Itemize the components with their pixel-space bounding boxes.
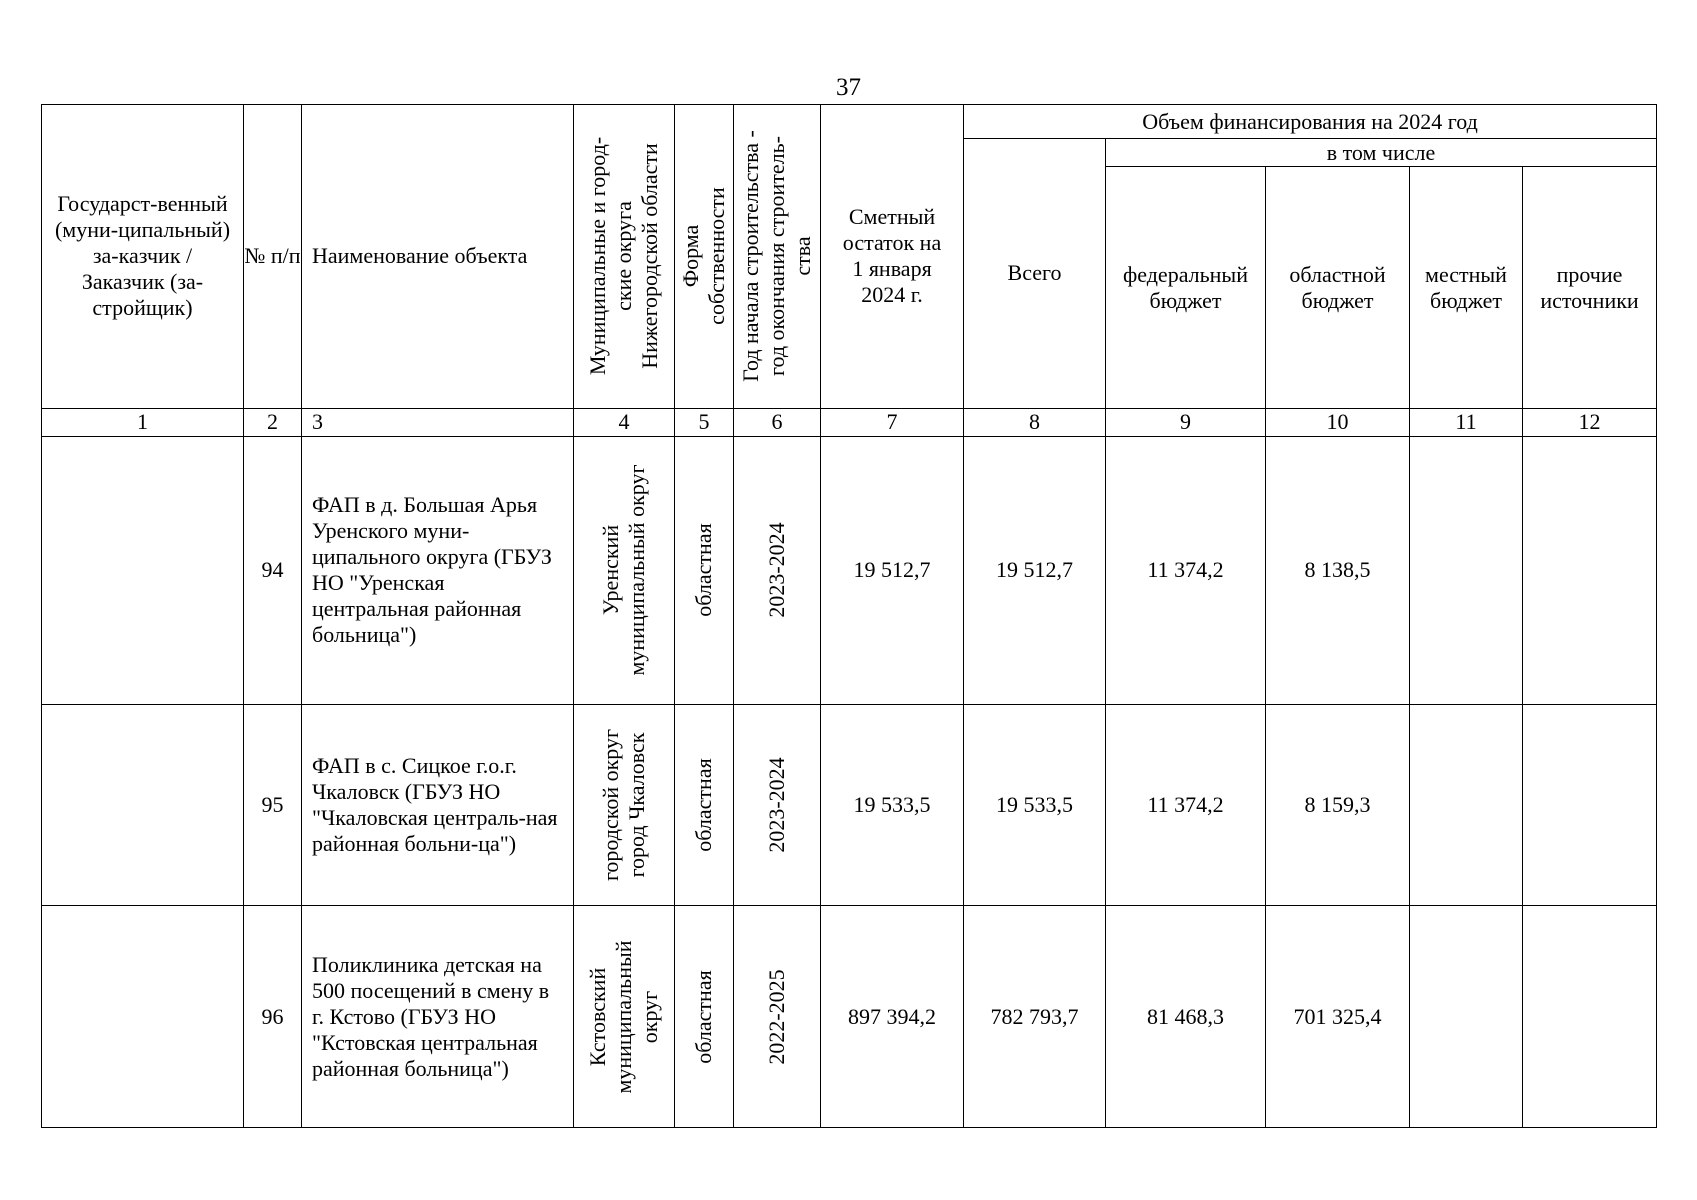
row-municipality (574, 906, 675, 1128)
row-total: 782 793,7 (964, 906, 1106, 1128)
row-municipality-text: Уренский муниципальный округ (598, 464, 649, 676)
row-estimate-balance: 19 512,7 (821, 436, 964, 704)
header-ownership (675, 105, 734, 409)
row-ownership-text: областная (691, 523, 716, 618)
row-municipality-text: Кстовский муниципальный округ (585, 940, 662, 1094)
row-ownership-text: областная (691, 969, 716, 1064)
header-estimate-balance (821, 105, 964, 409)
column-number: 11 (1410, 408, 1523, 436)
row-total: 19 512,7 (964, 436, 1106, 704)
header-local-text: местный бюджет (1425, 261, 1507, 313)
row-ownership (675, 436, 734, 704)
row-number: 95 (244, 704, 302, 906)
table-row (42, 704, 1657, 906)
row-years (734, 436, 821, 704)
row-object-name: ФАП в д. Большая Арья Уренского муни-ципального округа (ГБУЗ НО "Уренская центральная районная больница") (302, 436, 574, 704)
row-other (1523, 436, 1657, 704)
row-other (1523, 906, 1657, 1128)
table-row (42, 436, 1657, 704)
row-other (1523, 704, 1657, 906)
column-number: 1 (42, 408, 244, 436)
header-regional (1266, 167, 1410, 409)
header-local (1410, 167, 1523, 409)
column-number: 2 (244, 408, 302, 436)
header-row-number (244, 105, 302, 409)
header-federal (1106, 167, 1266, 409)
row-regional: 701 325,4 (1266, 906, 1410, 1128)
table-row (42, 906, 1657, 1128)
row-total: 19 533,5 (964, 704, 1106, 906)
column-number: 4 (574, 408, 675, 436)
row-regional: 8 159,3 (1266, 704, 1410, 906)
column-number: 10 (1266, 408, 1410, 436)
row-ownership (675, 906, 734, 1128)
row-estimate-balance: 19 533,5 (821, 704, 964, 906)
column-number: 7 (821, 408, 964, 436)
financing-table (41, 104, 1657, 1128)
header-construction-years (734, 105, 821, 409)
row-federal: 81 468,3 (1106, 906, 1266, 1128)
row-years (734, 906, 821, 1128)
row-number: 96 (244, 906, 302, 1128)
header-row-number-text: № п/п (244, 243, 301, 269)
row-municipality (574, 704, 675, 906)
column-number-row (42, 408, 1657, 436)
row-number: 94 (244, 436, 302, 704)
row-years-text: 2022-2025 (764, 969, 789, 1065)
column-number: 12 (1523, 408, 1657, 436)
column-number: 8 (964, 408, 1106, 436)
header-customer (42, 105, 244, 409)
row-years (734, 704, 821, 906)
row-ownership (675, 704, 734, 906)
header-total: Всего (964, 139, 1106, 409)
header-including: в том числе (1106, 139, 1657, 167)
header-object-name-text: Наименование объекта (312, 243, 528, 269)
row-ownership-text: областная (691, 758, 716, 852)
header-estimate-balance-text: Сметный остаток на 1 января 2024 г. (842, 204, 942, 308)
header-municipality-text: Муниципальные и город-ские округа Нижегородской области (585, 137, 662, 376)
header-federal-text: федеральный бюджет (1123, 261, 1248, 313)
row-municipality (574, 436, 675, 704)
header-customer-text: Государст-венный (муни-ципальный) за-казчик / Заказчик (за-стройщик) (54, 191, 231, 321)
header-other-text: прочие источники (1540, 261, 1639, 313)
header-municipality (574, 105, 675, 409)
row-estimate-balance: 897 394,2 (821, 906, 964, 1128)
row-federal: 11 374,2 (1106, 704, 1266, 906)
page-number: 37 (836, 74, 861, 101)
header-financing-title: Объем финансирования на 2024 год (964, 105, 1657, 139)
header-object-name (302, 105, 574, 409)
column-number: 3 (302, 408, 574, 436)
header-other (1523, 167, 1657, 409)
column-number: 9 (1106, 408, 1266, 436)
row-local (1410, 906, 1523, 1128)
row-local (1410, 704, 1523, 906)
row-local (1410, 436, 1523, 704)
header-ownership-text: Форма собственности (678, 187, 729, 326)
row-customer (42, 704, 244, 906)
row-years-text: 2023-2024 (764, 522, 789, 619)
column-number: 6 (734, 408, 821, 436)
row-federal: 11 374,2 (1106, 436, 1266, 704)
column-number: 5 (675, 408, 734, 436)
row-years-text: 2023-2024 (764, 757, 789, 853)
row-regional: 8 138,5 (1266, 436, 1410, 704)
row-object-name: Поликлиника детская на 500 посещений в смену в г. Кстово (ГБУЗ НО "Кстовская центральная районная больница") (302, 906, 574, 1128)
row-object-name: ФАП в с. Сицкое г.о.г. Чкаловск (ГБУЗ НО "Чкаловская централь-ная районная больни-ца") (302, 704, 574, 906)
row-customer (42, 906, 244, 1128)
row-customer (42, 436, 244, 704)
row-municipality-text: городской округ город Чкаловск (598, 728, 649, 882)
header-regional-text: областной бюджет (1289, 261, 1386, 313)
header-construction-years-text: Год начала строительства - год окончания строитель-ства (738, 130, 815, 383)
